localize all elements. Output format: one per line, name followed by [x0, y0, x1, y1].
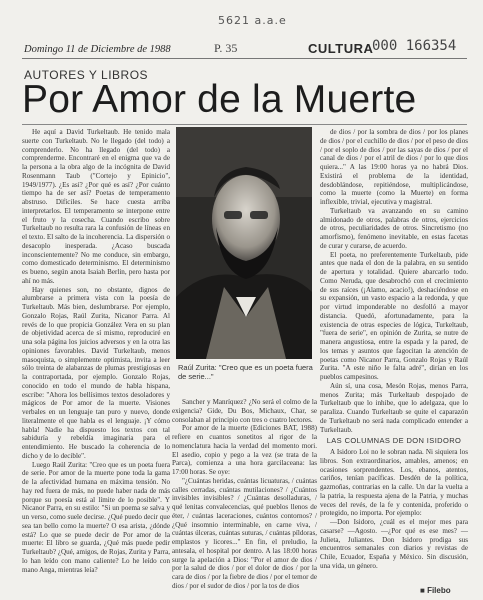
paragraph: He aquí a David Turkeltaub. He tenido mala suerte con Turkeltaub. No le llegado (del todo) a comprenderlo. No ha llegado (del todo) a comprenderme. Encontraré en el enigma que va de la persona a la obra algo de la incógnita de David Rosenmann Taub ("Cortejo y Epinicio", 1949/1977). ¿Es así? ¿Por qué es así? ¿Por cuánto tiempo ha de ser así? Poetas de temperamento abstruso. Difíciles. Se hace cuesta arriba interpretarlos. El temperamento se interpone entre el fruto y la cosecha. Cuando escribo sobre Turkeltaub no resulta rara la confusión de líneas en el texto. El salto de la incoherencia. La dispersión o desacoplo inesperada. ¿Acaso buscada inconscientemente? No me conduce, sin embargo, como domesticado determinismo. El determinismo es bueno, según anota Isaiah Berlin, pero hasta por ahí no más. [22, 128, 170, 285]
article-kicker: AUTORES Y LIBROS [24, 68, 149, 82]
subheading: LAS COLUMNAS DE DON ISIDORO [326, 436, 462, 446]
paragraph: Hay quienes son, no obstante, dignos de alumbrarse a primera vista con la poesía de Turkeltaub. Más bien, deslumbrarse. Por ejemplo, Gonzalo Rojas, Raúl Zurita, Nicanor Parra. Al revés de lo que propicia González Vera en su plan de objetividad acerca de sí mismo, reproduciré en una sola página los juicios adversos y en la otra las opiniones favorables. David Turkeltaub, menos masoquista, o simplemente optimista, invita a leer sólo treinta de alabanzas de plumas prestigiosas en la contraportada, por ejemplo. Gonzalo Rojas, conocido en todo el mundo de habla hispana, escribe: "Ahora los bellísimos textos desoladores y mágicos de Por amor de la muerte. Visiones verbales en un lenguaje tan puro y nuevo, donde literalmente el que habla es el lenguaje. ¡Y cómo habla! Nadie ha dispuesto los textos con tal sabiduría y rebeldía imaginaria para el entendimiento. He buscado la coherencia de lo dicho y de lo decible". [22, 285, 170, 460]
bullet-icon: ■ [420, 586, 428, 595]
paragraph: A Isidoro Loi no le sobran nada. Ni siquiera los libros. Son extraordinarios, amables, amenos; en ocasiones sorprendentes. Los, ebanos, atentos, cariños, tenían pacíficas. Desdén de la política, gazmoñas, contrarias en la calle. Un dar la vuelta a la patria, la respuesta ajena de la Patria, y muchas veces del revés, de la fe y contenida, proferido o protegido, no importa. Por ejemplo: [320, 448, 468, 518]
paragraph: Por amor de la muerte (Ediciones BAT, 1988) refiere en cuantos sonetitos al rigor de la nomenclatura hacia la verdad del momento mori. El asedio, copio y pego a la vez (se trata de la Parca), comienza a una hora garcilaceana: las 17:00 horas. Se oye: [172, 424, 317, 476]
section-name: CULTURA [308, 41, 374, 56]
headline-divider [22, 124, 467, 125]
page-number: P. 35 [214, 41, 238, 55]
article-title: Por Amor de la Muerte [22, 78, 417, 121]
publication-date: Domingo 11 de Diciembre de 1988 [24, 44, 171, 55]
paragraph: Turkeltaub va avanzando en su camino almidonado de otros, palabras de otros, ejercicios de otros, peculiaridades de otros. Sincretismo (no amorfismo), fenómeno inevitable, en estas facetas de curar y curarse, de acuerdo. [320, 206, 468, 250]
photo-caption: Raúl Zurita: "Creo que es un poeta fuera de serie..." [178, 363, 313, 381]
paragraph: Aún sí, una cosa, Mesón Rojas, menos Parra, menos Zurita; más Turkeltaub despojado de Turkeltaub que lo inhibe, que lo adelgaza, que lo paraliza. Cuando Turkeltaub se quite el caparazón de Turkeltaub no será nada complicado entender a Turkeltaub. [320, 381, 468, 434]
paragraph: Sancher y Manríquez? ¿No será el colmo de la exigencia? Gide, Du Bos, Michaux, Char, se consolaban al principio con tres o cuatro lectores. [172, 398, 317, 424]
top-divider [22, 58, 467, 59]
author-photo [176, 127, 312, 359]
handwritten-code: 5621 a.a.e [218, 14, 287, 27]
byline [420, 586, 451, 595]
column-1 [22, 128, 170, 598]
column-2 [172, 398, 317, 598]
paragraph: Luego Raúl Zurita: "Creo que es un poeta fuera de serie. Por amor de la muerte pone toda la gama de la afectividad humana en máxima tensión. No hay red fuera de más, no puede haber nada de más porque su poesía está al límite de lo posible". Y Nicanor Parra, en su estilo: "Si un poema se salva y un verso, como suele decirse. ¿Qué puedo decir que sea tan bello como la muerte? O esa arista, ¿dónde está? Lo que se puede decir de Por amor de la muerte: El libro se guarda, ¿Qué más puede pedir Turkeltaub? ¿Qué, amigos, de Rojas, Zurita y Parra, lo han leído con mano caliente? Lo he leído con mano Anga, mientras leía? [22, 460, 170, 574]
paragraph: —Don Isidoro, ¿cuál es el mejor mes para casarse? —Agosto. —¿Por qué es ese mes? —Julieta, Juliantes. Don Isidoro prodiga sus encuentros semanales con diarios y revistas de Chile, Ecuador, España y México. Sin discusión, una vida, un género. [320, 518, 468, 570]
paragraph: El poeta, no preferentemente Turkeltaub, pide antes que nada el don de la palabra, en su sentido de apertura y totalidad. Quiere abarcarlo todo. Como Neruda, que desabrochó con el crecimiento de sus raíces (¡Alamo, acacio!), deshaciéndose en su expansión, un vasto espacio a la redonda, y que por virtud imponderable no desfolló a mayor distancia. Quedó, afortunadamente, para la existencia de otras especies de lógica, Turkeltaub, "fuera de serie", en opinión de Zurita, se nutre de manera angustiosa, entre la espada y la pared, de los temas y asuntos que fagocitan la atención de poetas como Nicanor Parra, Gonzalo Rojas y Raúl Zurita. "A este niño le falta adré", dirían en los pueblos campesinos. [320, 250, 468, 381]
author-name: Filebo [427, 586, 451, 595]
column-3 [320, 128, 468, 598]
archive-code: 000 166354 [372, 38, 457, 54]
paragraph: de dios / por la sombra de dios / por los planes de dios / por el cuchillo de dios / por el peso de dios / por el soplo de dios / por las sayas de dios / por el canal de dios / por el atril de dios / por lo que dios quiera..." A las 19:00 horas ya no habrá Dios. Existirá el problema de la identidad, desdoblándose, repitiéndose, multiplicándose, como la muerte (como la Muerte) en forma inflexible, trivial, ejecutiva y magistral. [320, 128, 468, 206]
portrait-image [176, 127, 312, 359]
paragraph: "¿Cuántas heridas, cuántas licuaturas, / cuántas calles cerradas, cuántas mutilaciones? / ¿Cuántos invisibles invisibles? / ¿Cuántas desolladuras, / qué lenitas convalecencias, qué pueblos llenos de éter, / cuántas laceraciones, cuántos contornos? / ¿Qué insomnio interminable, en carne viva, / cuántas úlceras, cuántas suturas, / cuántas píldoras, emplastos y licores..." En fin, el preludio, la antesala, el hospital por dentro. A las 18:00 horas surge la apelación a Dios: "Por el amor de dios / por la salud de dios / por el dolor de dios / por la cara de dios / por la fiebre de dios / por el temor de dios / por el sudor de dios / por la tos de dios [172, 476, 317, 590]
